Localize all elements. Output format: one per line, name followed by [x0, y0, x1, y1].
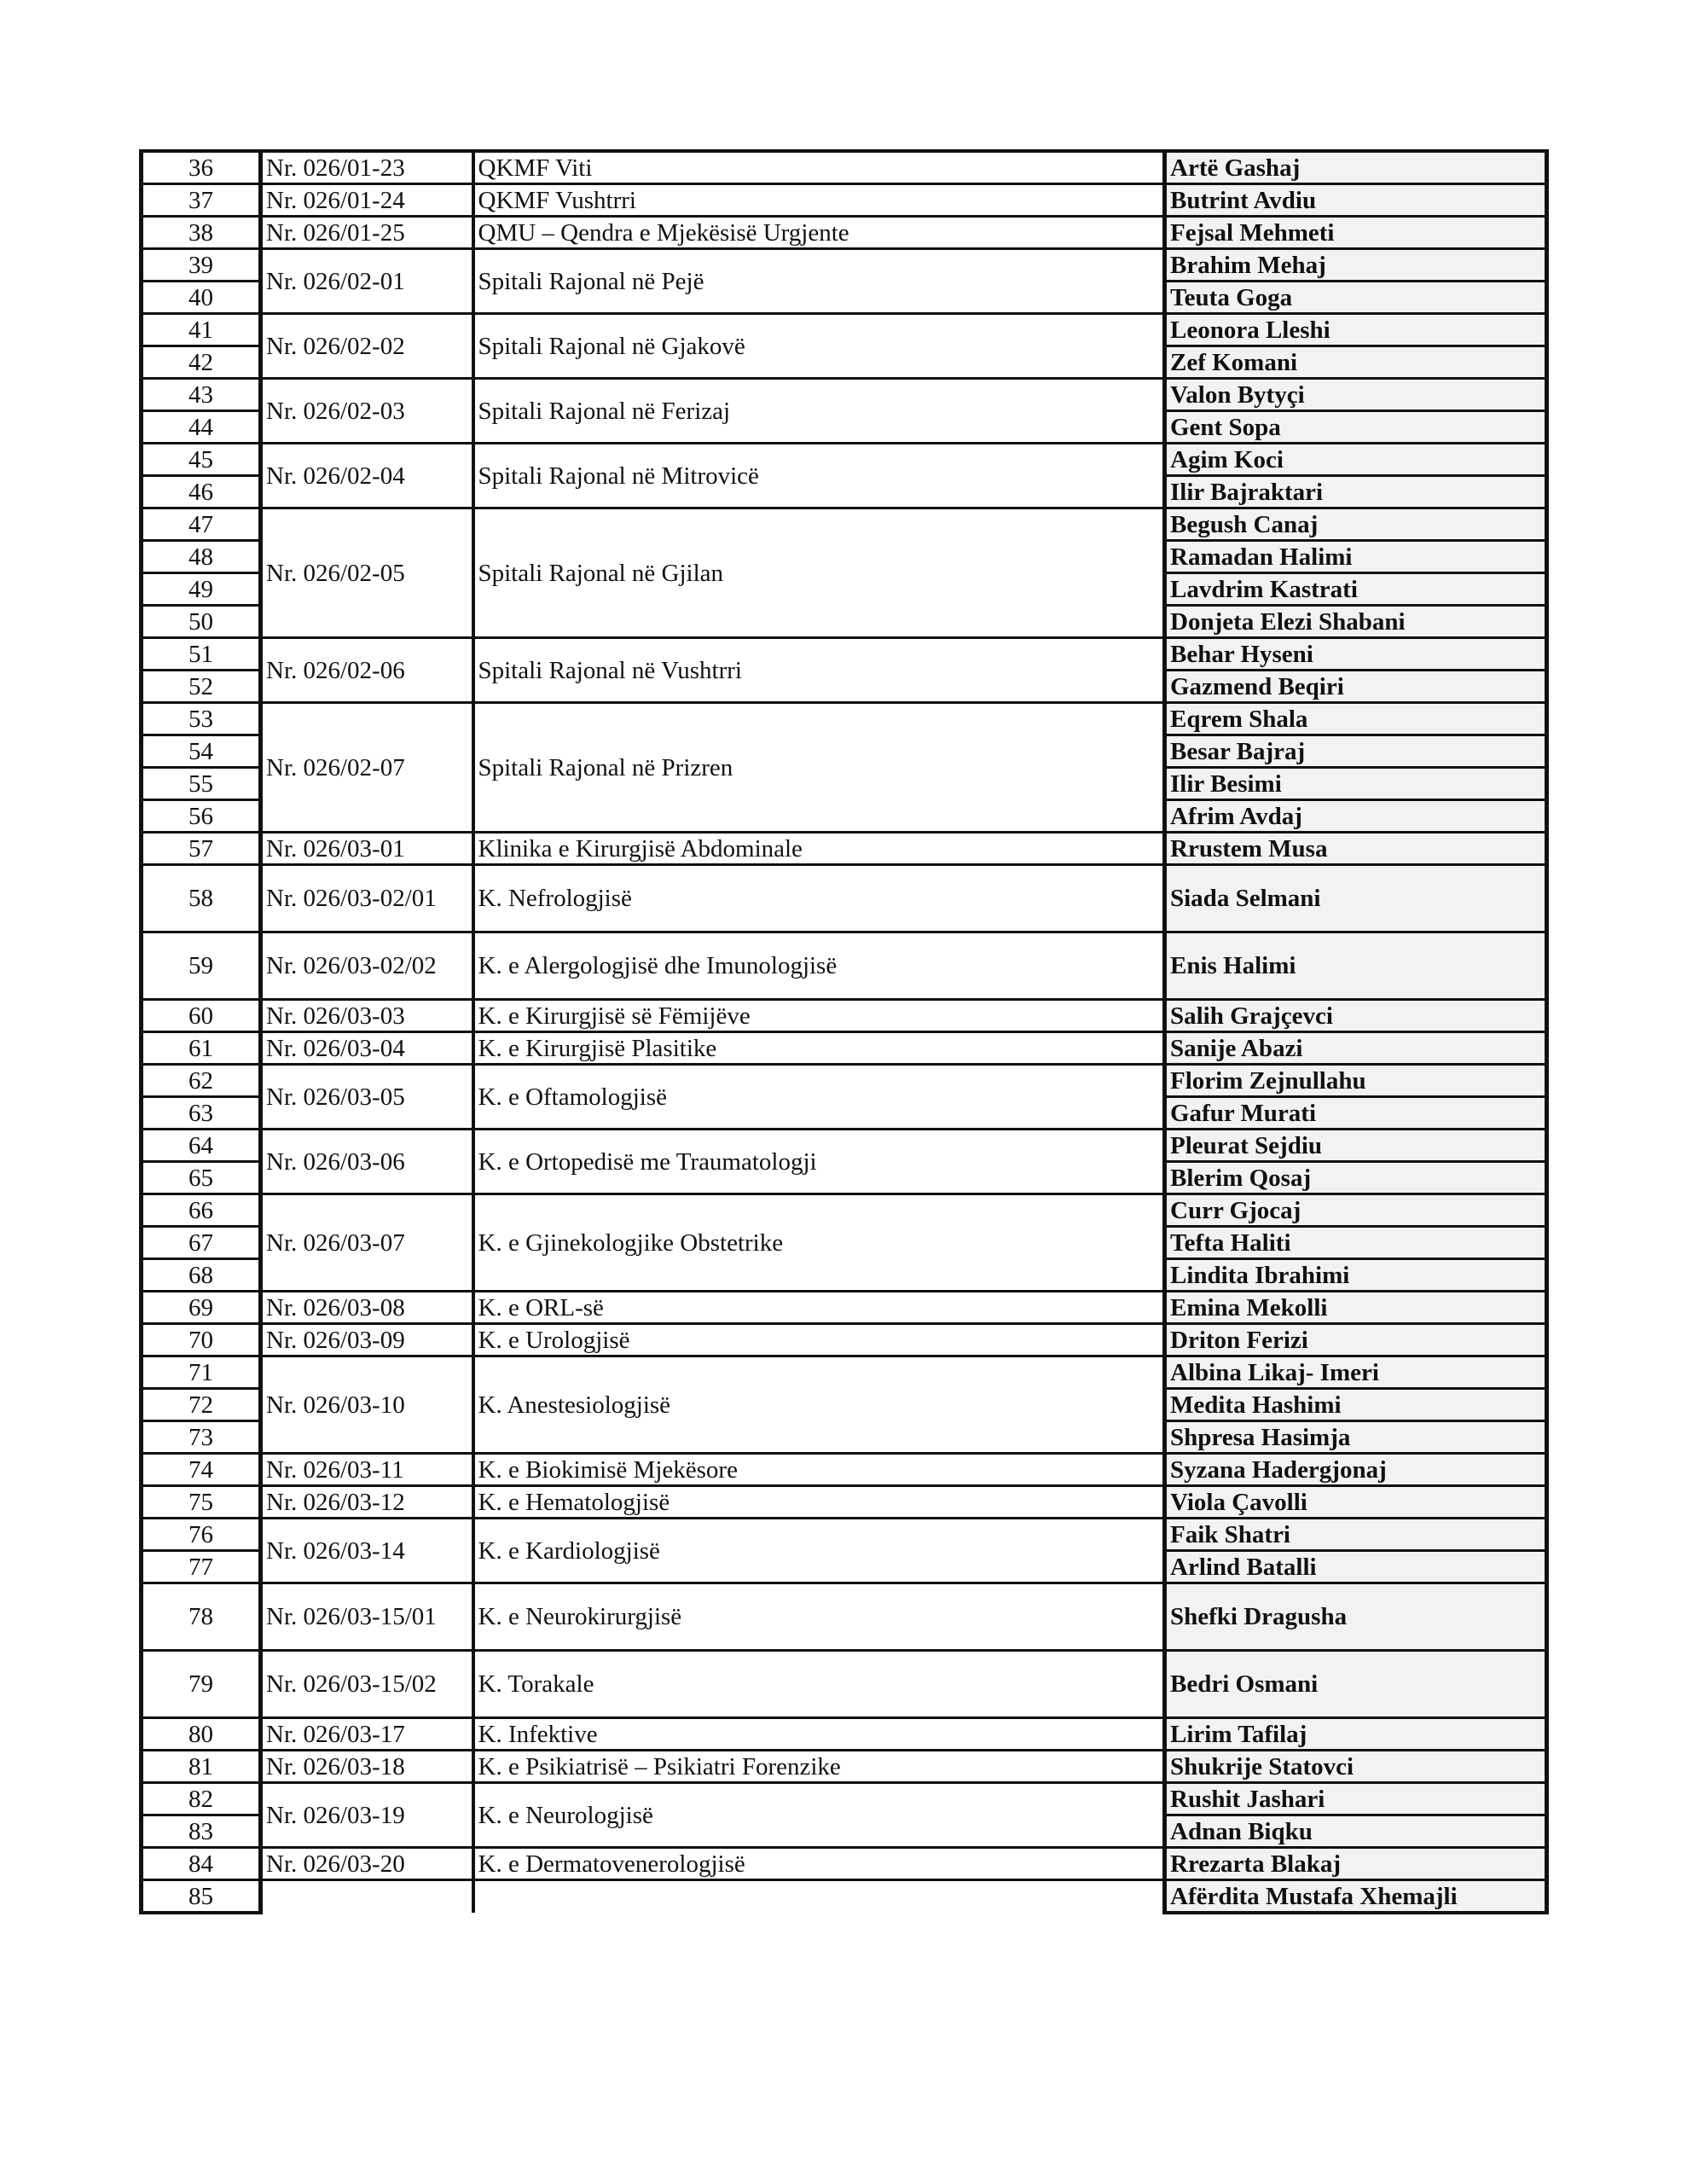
unit-name-cell: Spitali Rajonal në Vushtrri: [473, 638, 1165, 703]
row-number-cell: 78: [142, 1583, 261, 1651]
unit-name-cell: K. e Hematologjisë: [473, 1486, 1165, 1519]
person-name-cell: Shpresa Hasimja: [1165, 1421, 1547, 1454]
table-row: [142, 1718, 1547, 1751]
reference-number-cell: Nr. 026/03-01: [261, 833, 473, 865]
person-name-cell: Blerim Qosaj: [1165, 1162, 1547, 1194]
table-row: [142, 1880, 1547, 1914]
reference-number-cell: Nr. 026/02-03: [261, 379, 473, 444]
table-row: [142, 1065, 1547, 1097]
reference-number-cell: Nr. 026/03-06: [261, 1130, 473, 1194]
row-number-cell: 63: [142, 1097, 261, 1130]
person-name-cell: Lavdrim Kastrati: [1165, 573, 1547, 606]
table-row: [142, 151, 1547, 184]
unit-name-cell: K. Nefrologjisë: [473, 865, 1165, 932]
row-number-cell: 70: [142, 1324, 261, 1356]
table-row: [142, 1519, 1547, 1551]
reference-number-cell: Nr. 026/02-01: [261, 249, 473, 314]
row-number-cell: 85: [142, 1880, 261, 1914]
row-number-cell: 84: [142, 1848, 261, 1880]
reference-number-cell: Nr. 026/03-02/01: [261, 865, 473, 932]
table-row: [142, 217, 1547, 249]
row-number-cell: 71: [142, 1356, 261, 1389]
reference-number-cell: Nr. 026/03-08: [261, 1292, 473, 1324]
row-number-cell: 46: [142, 476, 261, 508]
reference-number-cell: Nr. 026/03-10: [261, 1356, 473, 1454]
table-row: [142, 1000, 1547, 1032]
row-number-cell: 64: [142, 1130, 261, 1162]
row-number-cell: 47: [142, 508, 261, 541]
person-name-cell: Rushit Jashari: [1165, 1783, 1547, 1815]
person-name-cell: Afrim Avdaj: [1165, 800, 1547, 833]
row-number-cell: 67: [142, 1227, 261, 1259]
person-name-cell: Fejsal Mehmeti: [1165, 217, 1547, 249]
reference-number-cell: Nr. 026/03-12: [261, 1486, 473, 1519]
reference-number-cell: Nr. 026/01-23: [261, 151, 473, 184]
row-number-cell: 68: [142, 1259, 261, 1292]
row-number-cell: 60: [142, 1000, 261, 1032]
table-row: [142, 444, 1547, 476]
unit-name-cell: K. Torakale: [473, 1651, 1165, 1718]
person-name-cell: Lindita Ibrahimi: [1165, 1259, 1547, 1292]
person-name-cell: Besar Bajraj: [1165, 735, 1547, 768]
person-name-cell: Siada Selmani: [1165, 865, 1547, 932]
unit-name-cell: K. e Gjinekologjike Obstetrike: [473, 1194, 1165, 1292]
table-row: [142, 1454, 1547, 1486]
reference-number-cell: Nr. 026/03-20: [261, 1848, 473, 1880]
reference-number-cell: Nr. 026/03-11: [261, 1454, 473, 1486]
table-row: [142, 833, 1547, 865]
row-number-cell: 82: [142, 1783, 261, 1815]
reference-number-cell: Nr. 026/03-19: [261, 1783, 473, 1848]
row-number-cell: 51: [142, 638, 261, 671]
table-row: [142, 184, 1547, 217]
row-number-cell: 52: [142, 671, 261, 703]
reference-number-cell: Nr. 026/03-04: [261, 1032, 473, 1065]
unit-name-cell: QMU – Qendra e Mjekësisë Urgjente: [473, 217, 1165, 249]
person-name-cell: Albina Likaj- Imeri: [1165, 1356, 1547, 1389]
table-row: [142, 1486, 1547, 1519]
reference-number-cell: Nr. 026/03-09: [261, 1324, 473, 1356]
unit-name-cell: Spitali Rajonal në Pejë: [473, 249, 1165, 314]
person-name-cell: Ilir Bajraktari: [1165, 476, 1547, 508]
person-name-cell: Afërdita Mustafa Xhemajli: [1165, 1880, 1547, 1914]
reference-number-cell: Nr. 026/02-06: [261, 638, 473, 703]
reference-number-cell: Nr. 026/03-07: [261, 1194, 473, 1292]
unit-name-cell: K. e Urologjisë: [473, 1324, 1165, 1356]
unit-name-cell: Spitali Rajonal në Gjakovë: [473, 314, 1165, 379]
row-number-cell: 50: [142, 606, 261, 638]
row-number-cell: 43: [142, 379, 261, 411]
unit-name-cell: QKMF Vushtrri: [473, 184, 1165, 217]
row-number-cell: 41: [142, 314, 261, 346]
row-number-cell: 74: [142, 1454, 261, 1486]
unit-name-cell: K. e Ortopedisë me Traumatologji: [473, 1130, 1165, 1194]
reference-number-cell: Nr. 026/03-05: [261, 1065, 473, 1130]
reference-number-cell: Nr. 026/01-25: [261, 217, 473, 249]
person-name-cell: Arlind Batalli: [1165, 1551, 1547, 1583]
row-number-cell: 37: [142, 184, 261, 217]
row-number-cell: 73: [142, 1421, 261, 1454]
person-name-cell: Medita Hashimi: [1165, 1389, 1547, 1421]
person-name-cell: Lirim Tafilaj: [1165, 1718, 1547, 1751]
person-name-cell: Brahim Mehaj: [1165, 249, 1547, 282]
row-number-cell: 81: [142, 1751, 261, 1783]
row-number-cell: 77: [142, 1551, 261, 1583]
row-number-cell: 39: [142, 249, 261, 282]
unit-name-cell: [473, 1880, 1165, 1914]
reference-number-cell: Nr. 026/02-02: [261, 314, 473, 379]
person-name-cell: Curr Gjocaj: [1165, 1194, 1547, 1227]
row-number-cell: 40: [142, 282, 261, 314]
row-number-cell: 56: [142, 800, 261, 833]
person-name-cell: Zef Komani: [1165, 346, 1547, 379]
table-row: [142, 314, 1547, 346]
row-number-cell: 45: [142, 444, 261, 476]
unit-name-cell: K. e Dermatovenerologjisë: [473, 1848, 1165, 1880]
unit-name-cell: QKMF Viti: [473, 151, 1165, 184]
unit-name-cell: Spitali Rajonal në Mitrovicë: [473, 444, 1165, 508]
unit-name-cell: K. e ORL-së: [473, 1292, 1165, 1324]
row-number-cell: 53: [142, 703, 261, 735]
person-name-cell: Ilir Besimi: [1165, 768, 1547, 800]
row-number-cell: 75: [142, 1486, 261, 1519]
person-name-cell: Salih Grajçevci: [1165, 1000, 1547, 1032]
person-name-cell: Driton Ferizi: [1165, 1324, 1547, 1356]
unit-name-cell: K. e Kardiologjisë: [473, 1519, 1165, 1583]
table-row: [142, 1194, 1547, 1227]
row-number-cell: 83: [142, 1815, 261, 1848]
person-name-cell: Emina Mekolli: [1165, 1292, 1547, 1324]
row-number-cell: 80: [142, 1718, 261, 1751]
person-name-cell: Enis Halimi: [1165, 932, 1547, 1000]
reference-number-cell: Nr. 026/03-14: [261, 1519, 473, 1583]
person-name-cell: Faik Shatri: [1165, 1519, 1547, 1551]
unit-name-cell: K. Anestesiologjisë: [473, 1356, 1165, 1454]
person-name-cell: Florim Zejnullahu: [1165, 1065, 1547, 1097]
table-row: [142, 508, 1547, 541]
reference-number-cell: Nr. 026/03-15/02: [261, 1651, 473, 1718]
unit-name-cell: K. e Kirurgjisë së Fëmijëve: [473, 1000, 1165, 1032]
row-number-cell: 69: [142, 1292, 261, 1324]
reference-number-cell: Nr. 026/03-17: [261, 1718, 473, 1751]
person-name-cell: Rrezarta Blakaj: [1165, 1848, 1547, 1880]
row-number-cell: 59: [142, 932, 261, 1000]
person-name-cell: Gafur Murati: [1165, 1097, 1547, 1130]
unit-name-cell: K. Infektive: [473, 1718, 1165, 1751]
row-number-cell: 44: [142, 411, 261, 444]
row-number-cell: 62: [142, 1065, 261, 1097]
row-number-cell: 54: [142, 735, 261, 768]
row-number-cell: 55: [142, 768, 261, 800]
table-row: [142, 638, 1547, 671]
table-row: [142, 1651, 1547, 1718]
row-number-cell: 36: [142, 151, 261, 184]
row-number-cell: 79: [142, 1651, 261, 1718]
table-body: [142, 151, 1547, 1913]
person-name-cell: Gent Sopa: [1165, 411, 1547, 444]
reference-number-cell: Nr. 026/02-05: [261, 508, 473, 638]
table-row: [142, 249, 1547, 282]
unit-name-cell: K. e Psikiatrisë – Psikiatri Forenzike: [473, 1751, 1165, 1783]
table-row: [142, 932, 1547, 1000]
reference-number-cell: Nr. 026/02-04: [261, 444, 473, 508]
table-row: [142, 865, 1547, 932]
person-name-cell: Leonora Lleshi: [1165, 314, 1547, 346]
row-number-cell: 42: [142, 346, 261, 379]
reference-number-cell: Nr. 026/01-24: [261, 184, 473, 217]
table-row: [142, 1583, 1547, 1651]
reference-number-cell: Nr. 026/03-18: [261, 1751, 473, 1783]
row-number-cell: 57: [142, 833, 261, 865]
row-number-cell: 38: [142, 217, 261, 249]
table-row: [142, 1130, 1547, 1162]
unit-name-cell: Spitali Rajonal në Gjilan: [473, 508, 1165, 638]
person-name-cell: Adnan Biqku: [1165, 1815, 1547, 1848]
person-name-cell: Eqrem Shala: [1165, 703, 1547, 735]
person-name-cell: Tefta Haliti: [1165, 1227, 1547, 1259]
row-number-cell: 76: [142, 1519, 261, 1551]
table-row: [142, 1783, 1547, 1815]
person-name-cell: Rrustem Musa: [1165, 833, 1547, 865]
person-name-cell: Bedri Osmani: [1165, 1651, 1547, 1718]
table-row: [142, 1751, 1547, 1783]
person-name-cell: Donjeta Elezi Shabani: [1165, 606, 1547, 638]
reference-number-cell: Nr. 026/03-02/02: [261, 932, 473, 1000]
table-row: [142, 1324, 1547, 1356]
table-row: [142, 1292, 1547, 1324]
person-name-cell: Begush Canaj: [1165, 508, 1547, 541]
person-name-cell: Behar Hyseni: [1165, 638, 1547, 671]
table-row: [142, 1032, 1547, 1065]
unit-name-cell: K. e Neurologjisë: [473, 1783, 1165, 1848]
table-row: [142, 703, 1547, 735]
person-name-cell: Viola Çavolli: [1165, 1486, 1547, 1519]
unit-name-cell: Klinika e Kirurgjisë Abdominale: [473, 833, 1165, 865]
person-name-cell: Pleurat Sejdiu: [1165, 1130, 1547, 1162]
row-number-cell: 72: [142, 1389, 261, 1421]
reference-number-cell: Nr. 026/03-03: [261, 1000, 473, 1032]
reference-number-cell: Nr. 026/02-07: [261, 703, 473, 833]
person-name-cell: Artë Gashaj: [1165, 151, 1547, 184]
table-row: [142, 1848, 1547, 1880]
unit-name-cell: K. e Kirurgjisë Plasitike: [473, 1032, 1165, 1065]
person-name-cell: Teuta Goga: [1165, 282, 1547, 314]
person-name-cell: Agim Koci: [1165, 444, 1547, 476]
unit-name-cell: Spitali Rajonal në Ferizaj: [473, 379, 1165, 444]
reference-number-cell: [261, 1880, 473, 1914]
row-number-cell: 66: [142, 1194, 261, 1227]
person-name-cell: Gazmend Beqiri: [1165, 671, 1547, 703]
row-number-cell: 48: [142, 541, 261, 573]
reference-number-cell: Nr. 026/03-15/01: [261, 1583, 473, 1651]
staff-assignment-table: [139, 149, 1549, 1914]
row-number-cell: 49: [142, 573, 261, 606]
row-number-cell: 58: [142, 865, 261, 932]
table-row: [142, 1356, 1547, 1389]
unit-name-cell: Spitali Rajonal në Prizren: [473, 703, 1165, 833]
person-name-cell: Syzana Hadergjonaj: [1165, 1454, 1547, 1486]
person-name-cell: Ramadan Halimi: [1165, 541, 1547, 573]
row-number-cell: 61: [142, 1032, 261, 1065]
person-name-cell: Butrint Avdiu: [1165, 184, 1547, 217]
unit-name-cell: K. e Neurokirurgjisë: [473, 1583, 1165, 1651]
unit-name-cell: K. e Oftamologjisë: [473, 1065, 1165, 1130]
person-name-cell: Valon Bytyçi: [1165, 379, 1547, 411]
person-name-cell: Shukrije Statovci: [1165, 1751, 1547, 1783]
unit-name-cell: K. e Biokimisë Mjekësore: [473, 1454, 1165, 1486]
person-name-cell: Sanije Abazi: [1165, 1032, 1547, 1065]
person-name-cell: Shefki Dragusha: [1165, 1583, 1547, 1651]
row-number-cell: 65: [142, 1162, 261, 1194]
table-row: [142, 379, 1547, 411]
unit-name-cell: K. e Alergologjisë dhe Imunologjisë: [473, 932, 1165, 1000]
